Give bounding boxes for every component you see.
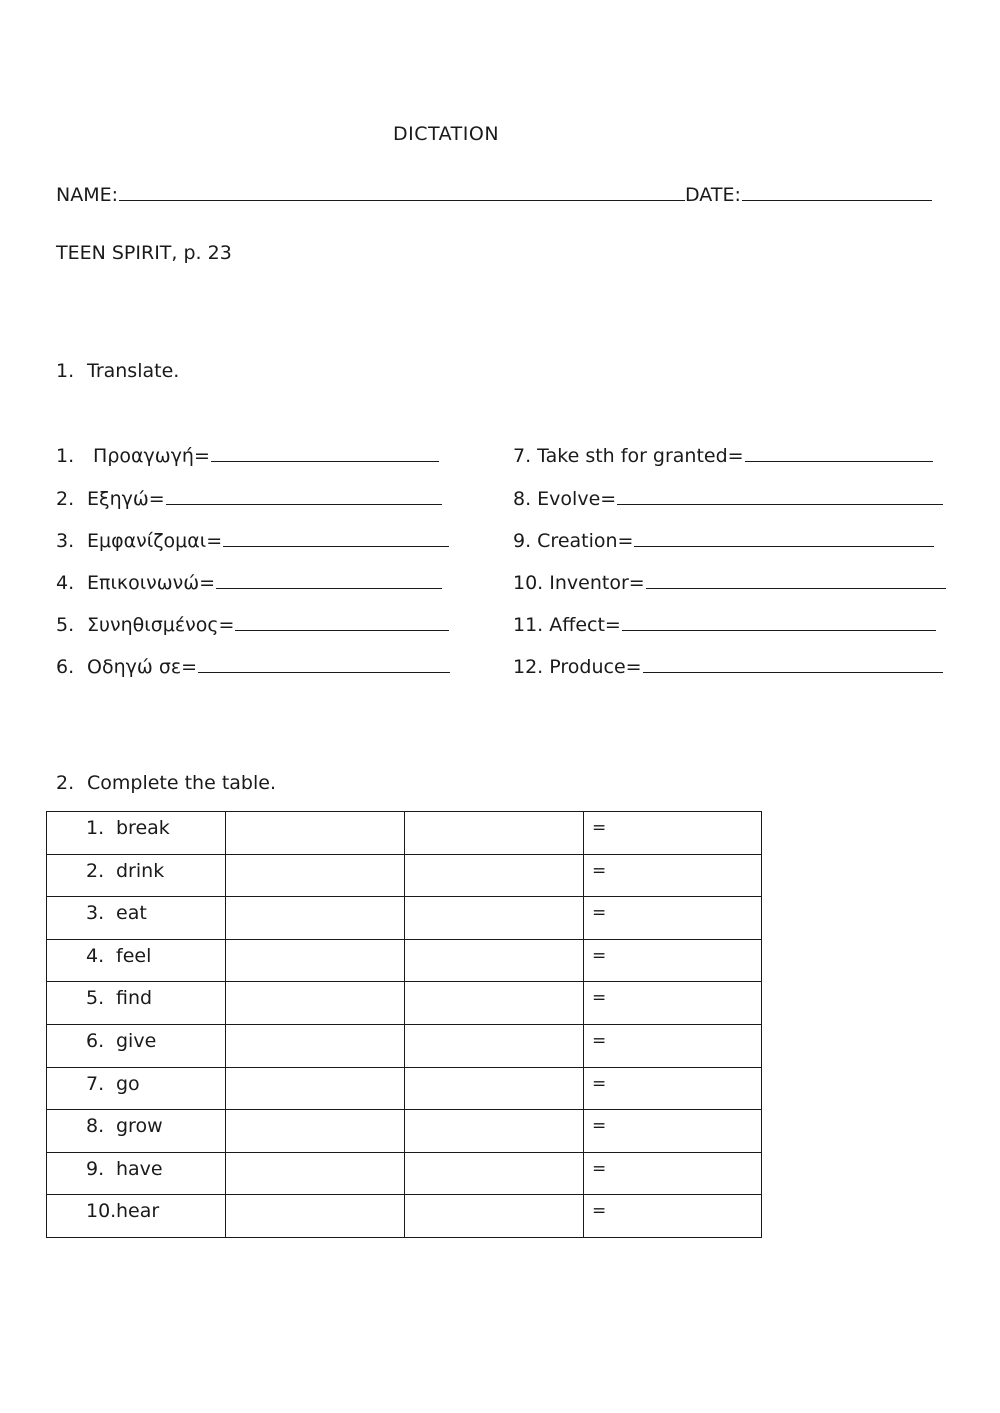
translate-item-left [56,444,439,467]
translate-item-left [56,487,442,510]
past-simple-cell[interactable] [226,1067,405,1110]
verb-cell [47,854,226,897]
section1-heading [56,360,179,382]
item-word: 10. Inventor= [513,572,645,594]
past-participle-cell[interactable] [405,897,584,940]
item-word: Οδηγώ σε= [87,656,198,678]
page-title: DICTATION [393,123,500,145]
translate-item-left [56,655,450,678]
meaning-cell[interactable] [584,812,762,855]
item-number: 3. [56,530,75,552]
answer-blank[interactable] [643,655,943,673]
name-label: NAME: [56,184,119,206]
past-participle-cell[interactable] [405,1024,584,1067]
subtitle: TEEN SPIRIT, p. 23 [56,242,232,264]
name-blank[interactable] [119,183,685,201]
past-simple-cell[interactable] [226,1024,405,1067]
item-number: 5. [56,614,75,636]
table-row [47,939,762,982]
past-simple-cell[interactable] [226,1110,405,1153]
verb-cell [47,897,226,940]
answer-blank[interactable] [622,613,936,631]
table-row [47,897,762,940]
verb-cell [47,812,226,855]
meaning-cell[interactable] [584,1067,762,1110]
table-row [47,1110,762,1153]
translate-item-right [513,529,934,552]
meaning-cell[interactable] [584,1024,762,1067]
past-participle-cell[interactable] [405,939,584,982]
equals-sign: = [592,860,607,881]
verb-number: 4. [86,944,105,967]
translate-item-right [513,487,943,510]
table-row [47,854,762,897]
verb-cell [47,1195,226,1238]
item-number: 6. [56,656,75,678]
past-participle-cell[interactable] [405,854,584,897]
item-word: 7. Take sth for granted= [513,445,744,467]
translate-item-right [513,444,933,467]
answer-blank[interactable] [211,444,439,462]
equals-sign: = [592,945,607,966]
item-number: 1. [56,445,75,467]
past-simple-cell[interactable] [226,854,405,897]
answer-blank[interactable] [745,444,933,462]
past-simple-cell[interactable] [226,1195,405,1238]
verb-cell [47,1152,226,1195]
item-word: Επικοινωνώ= [87,572,216,594]
item-word: Εξηγώ= [87,488,165,510]
item-word: 11. Affect= [513,614,621,636]
table-row [47,1067,762,1110]
past-participle-cell[interactable] [405,1110,584,1153]
verb-word: have [116,1157,163,1180]
verb-number: 6. [86,1029,105,1052]
verb-number: 5. [86,987,105,1010]
answer-blank[interactable] [198,655,450,673]
verb-number: 1. [86,817,105,839]
item-word: Προαγωγή= [87,445,210,467]
equals-sign: = [592,1201,607,1222]
past-participle-cell[interactable] [405,1152,584,1195]
verb-word: break [116,817,170,839]
equals-sign: = [592,1116,607,1137]
meaning-cell[interactable] [584,982,762,1025]
past-participle-cell[interactable] [405,1067,584,1110]
equals-sign: = [592,903,607,924]
table-row [47,982,762,1025]
meaning-cell[interactable] [584,897,762,940]
verb-number: 7. [86,1072,105,1095]
translate-item-right [513,571,946,594]
past-simple-cell[interactable] [226,897,405,940]
verb-word: eat [116,902,147,925]
section2-number: 2. [56,772,75,794]
verb-word: go [116,1072,140,1095]
section1-instruction: Translate. [87,360,180,382]
equals-sign: = [592,818,607,838]
verb-cell [47,939,226,982]
date-label: DATE: [685,184,741,206]
translate-item-right [513,655,943,678]
section1-number: 1. [56,360,75,382]
name-date-line [56,183,932,206]
meaning-cell[interactable] [584,1110,762,1153]
table-row [47,812,762,855]
verb-word: grow [116,1115,163,1138]
equals-sign: = [592,988,607,1009]
verb-cell [47,982,226,1025]
past-simple-cell[interactable] [226,1152,405,1195]
past-simple-cell[interactable] [226,982,405,1025]
equals-sign: = [592,1073,607,1094]
verb-table [46,811,762,1238]
verb-word: drink [116,859,165,882]
equals-sign: = [592,1030,607,1051]
translate-item-right [513,613,936,636]
past-participle-cell[interactable] [405,812,584,855]
answer-blank[interactable] [617,487,943,505]
item-number: 2. [56,488,75,510]
verb-table-body [47,812,762,1238]
answer-blank[interactable] [634,529,934,547]
item-number: 4. [56,572,75,594]
past-simple-cell[interactable] [226,939,405,982]
item-word: 8. Evolve= [513,488,617,510]
equals-sign: = [592,1158,607,1179]
verb-cell [47,1067,226,1110]
past-simple-cell[interactable] [226,812,405,855]
answer-blank[interactable] [216,571,442,589]
meaning-cell[interactable] [584,1195,762,1238]
item-word: 9. Creation= [513,530,634,552]
table-row [47,1195,762,1238]
answer-blank[interactable] [166,487,442,505]
verb-cell [47,1110,226,1153]
table-row [47,1152,762,1195]
answer-blank[interactable] [646,571,946,589]
verb-number: 2. [86,859,105,882]
verb-word: find [116,987,153,1010]
verb-word: feel [116,944,152,967]
date-blank[interactable] [742,183,932,201]
verb-word: give [116,1029,157,1052]
verb-number: 3. [86,902,105,925]
answer-blank[interactable] [223,529,449,547]
section2-heading [56,772,276,794]
item-word: Συνηθισμένος= [87,614,235,636]
meaning-cell[interactable] [584,854,762,897]
section2-instruction: Complete the table. [87,772,276,794]
item-word: Εμφανίζομαι= [87,530,223,552]
translate-item-left [56,529,449,552]
translate-item-left [56,571,442,594]
table-row [47,1024,762,1067]
meaning-cell[interactable] [584,939,762,982]
verb-cell [47,1024,226,1067]
translate-item-left [56,613,449,636]
item-word: 12. Produce= [513,656,642,678]
answer-blank[interactable] [235,613,449,631]
meaning-cell[interactable] [584,1152,762,1195]
verb-word: hear [116,1200,160,1223]
past-participle-cell[interactable] [405,1195,584,1238]
verb-number: 8. [86,1115,105,1138]
verb-number: 9. [86,1157,105,1180]
past-participle-cell[interactable] [405,982,584,1025]
verb-number: 10. [86,1200,117,1223]
